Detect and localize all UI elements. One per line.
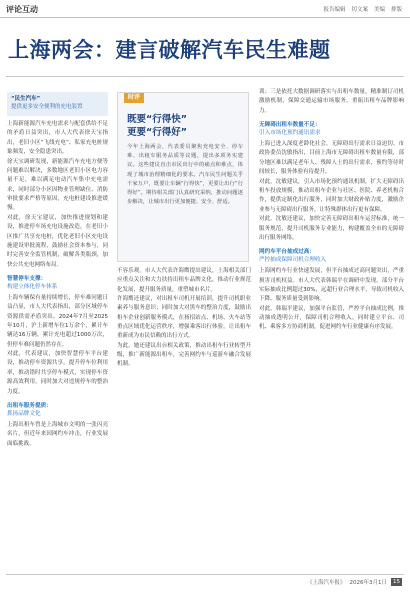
commentary-badge: 时评 (124, 93, 144, 103)
credit-item: 美编 (373, 7, 385, 13)
footer-divider (6, 574, 404, 575)
paragraph: 上海已进入深度老龄化社会，无障碍出行需求日益迫切。市政协委员沈敏指出，目前上海市无障碍出租车数量有限，部分地区难以满足老年人、残障人士的出行需求，预约等待时间较长，服务体验有待提升。 (259, 141, 404, 176)
subheading-line2: 构建立体化停车体系 (7, 283, 58, 290)
middle-column (117, 267, 251, 370)
headline-line2: 更要“行得好” (127, 127, 187, 138)
credit-item: 排版 (390, 7, 402, 13)
paragraph: 上海网约车行业快速发展，但平台抽成过高问题突出，严重损害司机权益。市人大代表韩瑞平在调研中发现，部分平台实际抽成比例超过30%，远超行业合理水平，导致司机收入下降、服务质量受到影响。 (259, 268, 404, 303)
commentary-box (117, 92, 249, 262)
subheading-line2: 抓扬品牌文化 (7, 410, 41, 417)
subheading-line1: 出租车服务提质： (7, 402, 52, 409)
paragraph: 为此，她还建议出台相关政策，推动出租车行业转型升级，推广新能源出租车，完善网约车与巡游车融合发展机制。 (117, 342, 251, 368)
paragraph: 对此，代表建议，加快智慧停车平台建设，推动停车资源共享，提升停车位利用率，推动错时共享停车模式，实现停车资源高效利用，同时加大对违规停车的整治力度。 (7, 351, 108, 395)
paragraph: 不容乐观。市人大代表许海鹰提出建议，上海相关部门应重点关注和大力扶持出租车品牌文化，推动行业规范化发展，提升服务质量，重塑城市名片。 (117, 268, 251, 293)
page-number: 15 (393, 579, 400, 585)
paragraph: 对此，沈敏建议，引入市场化预约通讯机制，扩大无障碍出租车投放规模，推动出租车企业与社区、医院、养老机构合作，提供定制化出行服务，同时加大财政补贴力度，激励企业参与无障碍出行服务，让特殊群体出行更有保障。 (259, 178, 404, 213)
subheading-line2: 引入市场化预约通讯需求 (259, 130, 321, 137)
subheading (259, 121, 404, 137)
paragraph: 对此，徐天宝建议，加快推进规划和建设，推进停车场充电设施改造，在老旧小区推广共享充电桩，优化老旧小区充电设施建设审批流程，鼓励社会资本参与，同时完善安全监管机制，破解各类瓶颈，加快公共充电网络布局。 (7, 214, 108, 268)
commentary-body: 今年上海两会，代表委员聚焦充电安全、停车难、出租车服务品质等议题，提出多项务实建议。这些建议直击市民出行中的痛点和难点，体现了城市治理精细化的要求。汽车民生问题关乎千家万户，既要让车辆“行得快”，更要让出行“行得好”。期待相关部门认真研究采纳，推动问题逐步解决，让城市出行更加便捷、安全、舒适。 (127, 144, 243, 206)
intro-box (7, 92, 108, 116)
section-label: 评论互动 (6, 5, 38, 14)
paragraph: 对此，沈敏还建议，加快完善无障碍出租车运营标准，统一服务规范，提升司机服务专业能力，构建覆盖全市的无障碍出行服务网络。 (259, 216, 404, 241)
subheading-line2: 严控抽成保障司机合理收入 (259, 257, 327, 264)
paragraph: 训；三是依托大数据调研落实与出租车数量，精准制订司机激励机制，保障交通运输市场服务，重振出租车品牌影响力。 (259, 89, 404, 114)
subheading (259, 248, 404, 264)
page-footer (307, 578, 402, 586)
intro-line1: “民生汽车” (11, 96, 41, 102)
publication-name: 《上海汽车报》 (306, 580, 346, 586)
commentary-headline (127, 113, 247, 139)
credit-item: 切文案 (351, 7, 368, 13)
paragraph: 上海车辆保有量持续增长，停车难问题日益凸显，市人大代表指出，部分区域停车资源供需矛盾突出，2024年7月至2025年10月，沪上新增车位1万余个，累计车辆达16万辆，累计充电超过1000万次，但停车难问题仍然存在。 (7, 294, 108, 348)
subheading-line1: 网约车平台抽成过高： (259, 249, 315, 256)
right-column (259, 88, 404, 333)
paragraph: 上海新能源汽车充电需求与配套供给不足的矛盾日益突出，市人大代表徐天宝指出，老旧小区“飞线充电”、私家充电桩规象频发，安全隐患突出。 (7, 121, 108, 156)
headline-line1: 既要“行得快” (127, 114, 187, 125)
header-credits (323, 5, 402, 13)
paragraph: 对此，韩瑞平建议，加强平台监管，严控平台抽成比例，推动抽成透明公开，保障司机合理收入，同时建立平台、司机、乘客多方协商机制，促进网约车行业健康有序发展。 (259, 305, 404, 331)
subheading-line1: 智慧停车支撑： (7, 275, 47, 282)
subheading-line1: 无障碍出租车数量不足： (259, 122, 321, 129)
paragraph: 许海鹰还建议，对出租车司机开展培训，提升司机职业素养与服务意识；同时加大对黑车的整治力度，鼓励出租车企业创新服务模式，在扬招站点、机场、火车站等重点区域优化运营秩序，增强乘客出行体验，让出租车重新成为市民信赖的出行方式。 (117, 296, 251, 340)
paragraph: 徐天宝调研发现，新能源汽车充电方便等问题难以解决，多数地区老旧小区电力容量不足，难以满足电动汽车集中充电需求，同时部分小区因物业管理缺位、消防审批要求严格等原因，充电桩建设推进缓慢。 (7, 158, 108, 212)
subheading (7, 275, 108, 291)
left-column (7, 120, 108, 449)
paragraph: 上海出租车曾是上海城市文明的一张闪亮名片，但近年来因网约车冲击，行业发展面临挑战。 (7, 421, 108, 447)
issue-date: 2026年3月1日 (349, 580, 387, 586)
title-divider (6, 76, 404, 77)
subheading (7, 402, 108, 418)
article-title: 上海两会：建言破解汽车民生难题 (8, 38, 331, 62)
intro-line2: 提供更多安全便利的充电装置 (11, 104, 83, 110)
page-header (0, 0, 410, 18)
credit-item: 报告编辑 (323, 7, 346, 13)
